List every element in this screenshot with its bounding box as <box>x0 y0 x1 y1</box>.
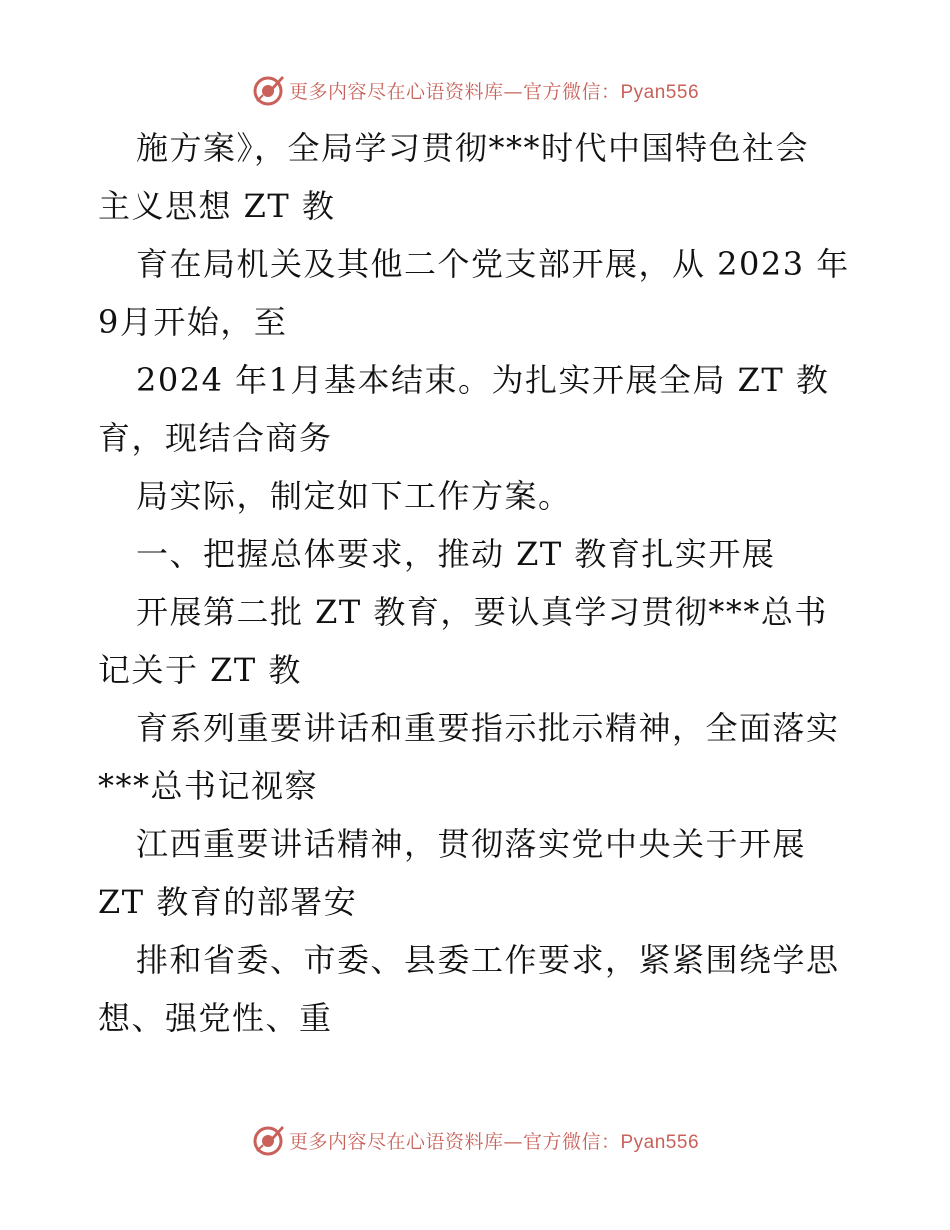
watermark-suffix: 官方微信： <box>522 1130 621 1153</box>
watermark-prefix: 更多内容尽在心语资料库— <box>288 1130 523 1153</box>
text-line: 9月开始，至 <box>98 303 288 341</box>
footer-watermark <box>0 1120 950 1160</box>
text-line: 记关于 ZT 教 <box>98 651 302 689</box>
watermark-text <box>289 1127 699 1154</box>
text-line: 施方案》，全局学习贯彻***时代中国特色社会 <box>136 129 810 167</box>
text-line: 育，现结合商务 <box>98 419 333 457</box>
text-line: 2024 年1月基本结束。为扎实开展全局 ZT 教 <box>136 361 830 399</box>
text-line: ***总书记视察 <box>98 767 319 805</box>
text-line: 主义思想 ZT 教 <box>98 187 336 225</box>
watermark-suffix: 官方微信： <box>522 80 621 103</box>
section-heading: 一、把握总体要求，推动 ZT 教育扎实开展 <box>136 535 776 573</box>
text-line: 想、强党性、重 <box>98 999 333 1037</box>
text-line: 排和省委、市委、县委工作要求，紧紧围绕学思 <box>136 941 840 979</box>
text-line: 开展第二批 ZT 教育，要认真学习贯彻***总书 <box>136 593 828 631</box>
quill-pen-seal-icon <box>251 1123 285 1157</box>
watermark-wechat-id: Pyan556 <box>620 1131 700 1153</box>
text-line: 育在局机关及其他二个党支部开展，从 2023 年 <box>136 245 850 283</box>
text-line: 育系列重要讲话和重要指示批示精神，全面落实 <box>136 709 840 747</box>
text-line: 江西重要讲话精神，贯彻落实党中央关于开展 <box>136 825 807 863</box>
text-line: ZT 教育的部署安 <box>98 883 358 921</box>
watermark-wechat-id: Pyan556 <box>620 81 700 103</box>
watermark-prefix: 更多内容尽在心语资料库— <box>288 80 523 103</box>
text-line: 局实际，制定如下工作方案。 <box>136 477 572 515</box>
